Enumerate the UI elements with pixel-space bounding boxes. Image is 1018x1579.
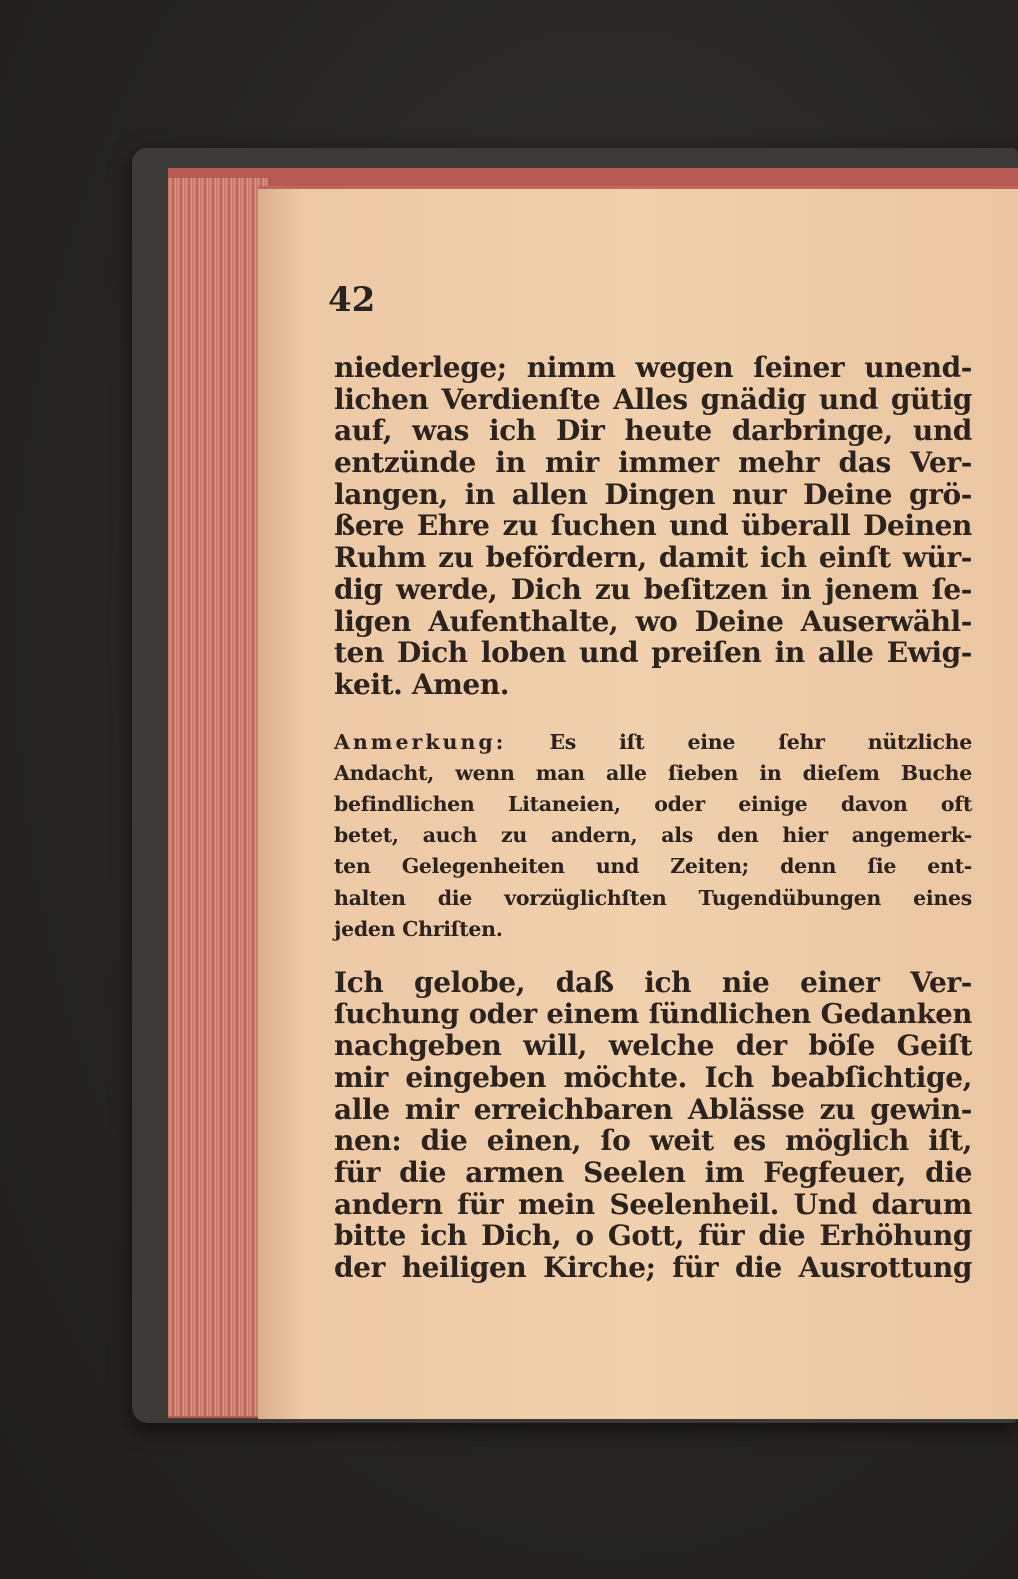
note-line: jeden Chriſten. — [334, 916, 503, 941]
text-line: ten Dich loben und preiſen in alle Ewig- — [334, 636, 972, 670]
page-text — [334, 352, 972, 1284]
paragraph-vow — [334, 967, 972, 1284]
text-line: mir eingeben möchte. Ich beabſichtige, — [334, 1060, 972, 1094]
note-paragraph — [334, 727, 972, 945]
note-first-rest: Es iſt eine ſehr nützliche — [549, 729, 972, 754]
text-line: bitte ich Dich, o Gott, für die Erhöhung — [334, 1219, 972, 1253]
text-line: Ruhm zu befördern, damit ich einſt wür- — [334, 541, 972, 575]
note-first-line — [334, 727, 972, 758]
text-line: Ich gelobe, daß ich nie einer Ver- — [334, 965, 972, 999]
text-line: ſuchung oder einem ſündlichen Gedanken — [334, 997, 972, 1030]
text-line: keit. Amen. — [334, 667, 510, 701]
paragraph-prayer-end — [334, 352, 972, 701]
text-line: langen, in allen Dingen nur Deine grö- — [334, 477, 972, 511]
text-line: ßere Ehre zu ſuchen und überall Deinen — [334, 509, 972, 543]
text-line: andern für mein Seelenheil. Und darum — [334, 1187, 972, 1221]
text-line: niederlege; nimm wegen ſeiner unend- — [334, 351, 972, 384]
text-line: nen: die einen, ſo weit es möglich iſt, — [334, 1124, 972, 1158]
text-line: für die armen Seelen im Fegfeuer, die — [334, 1156, 972, 1189]
text-line: ligen Aufenthalte, wo Deine Auserwähl- — [334, 604, 972, 638]
note-line: halten die vorzüglichſten Tugendübungen eines — [334, 885, 972, 910]
text-line: alle mir erreichbaren Ablässe zu gewin- — [334, 1092, 972, 1126]
text-line: der heiligen Kirche; für die Ausrottung — [334, 1251, 972, 1285]
text-line: lichen Verdienſte Alles gnädig und gütig — [334, 382, 972, 416]
note-line: befindlichen Litaneien, oder einige davon oft — [334, 791, 972, 816]
page-edges — [168, 178, 268, 1416]
note-line: ten Gelegenheiten und Zeiten; denn ſie ent- — [334, 854, 972, 879]
text-line: dig werde, Dich zu beſitzen in jenem ſe- — [334, 572, 972, 606]
note-label: Anmerkung: — [334, 729, 507, 754]
text-line: nachgeben will, welche der böſe Geiſt — [334, 1029, 972, 1063]
note-line: betet, auch zu andern, als den hier angemerk- — [334, 823, 972, 848]
text-line: entzünde in mir immer mehr das Ver- — [334, 446, 972, 480]
text-line: auf, was ich Dir heute darbringe, und — [334, 414, 972, 448]
page-number: 42 — [328, 280, 376, 320]
note-line: Andacht, wenn man alle ſieben in dieſem Buche — [334, 760, 972, 785]
